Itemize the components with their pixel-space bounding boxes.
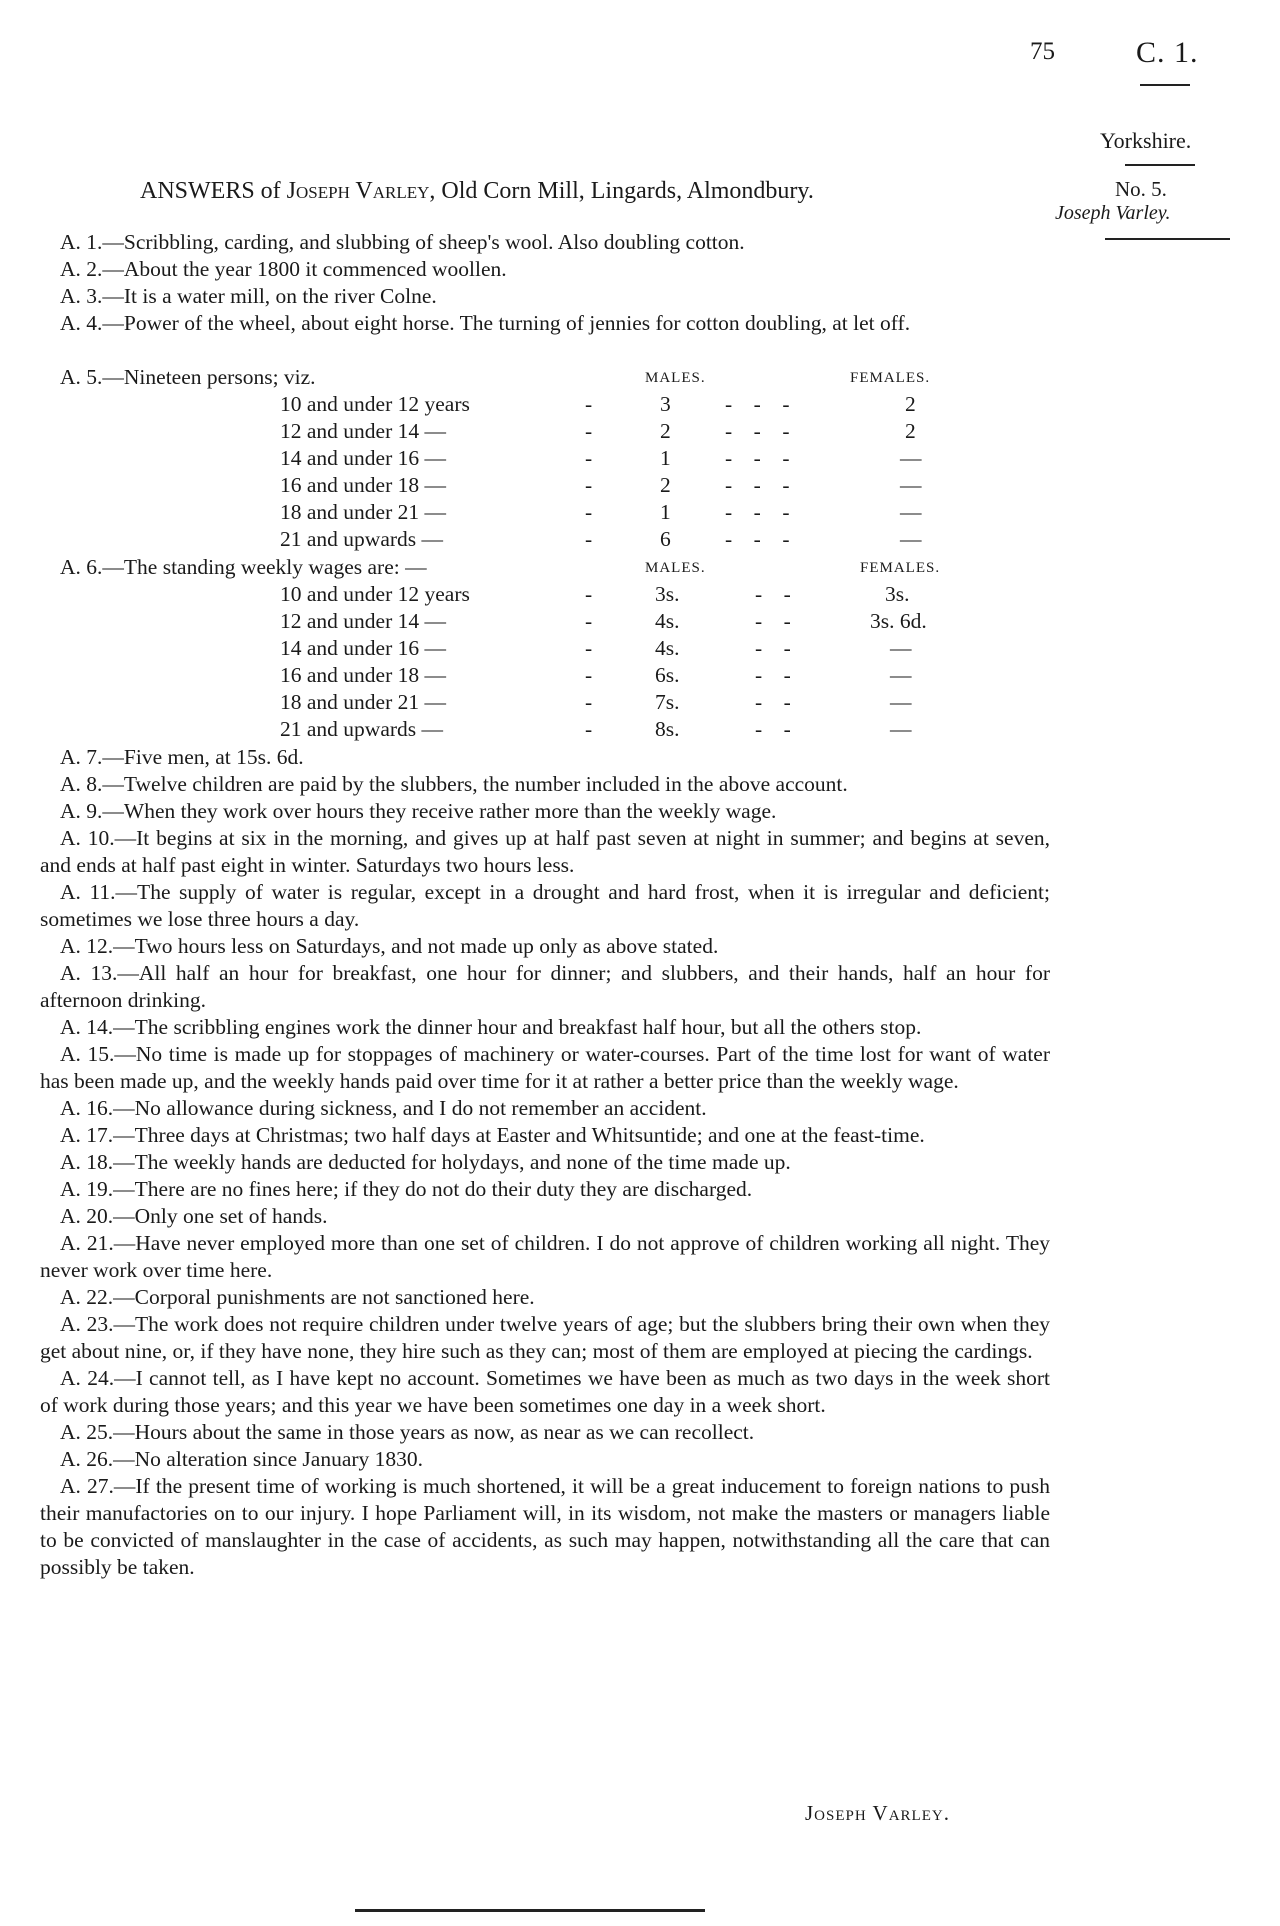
dash-leader: - - [755,582,791,606]
dash-leader: - [585,636,593,660]
answers-top [40,229,1050,337]
answer-paragraph: A. 22.—Corporal punishments are not sanctioned here. [60,1285,535,1309]
males-wage: 4s. [655,636,680,660]
answer-paragraph: A. 26.—No alteration since January 1830. [60,1447,424,1471]
males-wage: 3s. [655,582,680,606]
table-intro: A. 6.—The standing weekly wages are: — [60,555,427,579]
answer-paragraph: A. 16.—No allowance during sickness, and I do not remember an accident. [60,1096,707,1120]
males-wage: 4s. [655,609,680,633]
column-header-males: MALES. [645,370,706,386]
answer-paragraph: A. 27.—If the present time of working is much shortened, it will be a great inducement to foreign nations to push their manufactories on to our injury. I hope Parliament will, in its wisdom, not make the masters or managers liable to be convicted of manslaughter in the case of accidents, as such may happen, notwithstanding all the care that can possibly be taken. [40,1474,1050,1579]
age-range: 21 and upwards — [280,527,444,551]
header-rule [1140,84,1190,86]
answer-paragraph: A. 15.—No time is made up for stoppages of machinery or water-courses. Part of the time lost for want of water has been made up, and the weekly hands paid over time for it at rather a better price than the weekly wage. [40,1042,1050,1093]
dash-leader: - - - [725,446,790,470]
dash-leader: - - [755,609,791,633]
dash-leader: - [585,690,593,714]
heading-prefix: ANSWERS of [140,178,287,204]
dash-leader: - [585,392,593,416]
dash-leader: - - [755,636,791,660]
males-count: 3 [660,392,671,416]
answer-paragraph: A. 21.—Have never employed more than one set of children. I do not approve of children working all night. They never work over time here. [40,1231,1050,1282]
age-range: 16 and under 18 — [280,473,446,497]
females-count: — [900,527,922,551]
males-count: 1 [660,446,671,470]
females-wage: — [890,636,912,660]
age-range: 18 and under 21 — [280,500,446,524]
females-count: — [900,500,922,524]
females-wage: — [890,690,912,714]
column-header-males: MALES. [645,560,706,576]
margin-rule-top [1125,164,1195,166]
males-count: 1 [660,500,671,524]
margin-witness-name: Joseph Varley. [1055,202,1171,224]
dash-leader: - [585,473,593,497]
dash-leader: - - - [725,473,790,497]
column-header-females: FEMALES. [860,560,941,576]
answer-paragraph: A. 10.—It begins at six in the morning, and gives up at half past seven at night in summer; and begins at seven, and ends at half past eight in winter. Saturdays two hours less. [40,826,1050,877]
age-range: 10 and under 12 years [280,392,470,416]
margin-number: No. 5. [1115,177,1167,201]
age-range: 18 and under 21 — [280,690,446,714]
answer-paragraph: A. 4.—Power of the wheel, about eight horse. The turning of jennies for cotton doubling, at let off. [60,311,911,335]
males-count: 6 [660,527,671,551]
females-wage: 3s. 6d. [870,609,927,633]
males-count: 2 [660,473,671,497]
heading-place: , Old Corn Mill, Lingards, Almondbury. [429,178,814,204]
dash-leader: - - [755,717,791,741]
dash-leader: - [585,663,593,687]
answer-paragraph: A. 11.—The supply of water is regular, except in a drought and hard frost, when it is irregular and deficient; sometimes we lose three hours a day. [40,880,1050,931]
margin-rule-bottom [1105,238,1230,240]
dash-leader: - [585,527,593,551]
answer-paragraph: A. 17.—Three days at Christmas; two half days at Easter and Whitsuntide; and one at the feast-time. [60,1123,925,1147]
age-range: 14 and under 16 — [280,636,446,660]
dash-leader: - - - [725,500,790,524]
dash-leader: - - - [725,392,790,416]
age-range: 21 and upwards — [280,717,444,741]
column-header-females: FEMALES. [850,370,931,386]
dash-leader: - - - [725,527,790,551]
answer-paragraph: A. 19.—There are no fines here; if they do not do their duty they are discharged. [60,1177,753,1201]
answer-paragraph: A. 24.—I cannot tell, as I have kept no account. Sometimes we have been as much as two days in the week short of work during those years; and this year we have been sometimes one day in a week short. [40,1366,1050,1417]
end-rule [355,1909,705,1912]
answer-paragraph: A. 3.—It is a water mill, on the river Colne. [60,284,437,308]
males-wage: 8s. [655,717,680,741]
heading-witness-name: Joseph Varley [286,178,430,204]
answer-paragraph: A. 7.—Five men, at 15s. 6d. [60,745,304,769]
answers-bottom [40,744,1050,1581]
dash-leader: - [585,609,593,633]
table-intro: A. 5.—Nineteen persons; viz. [60,365,316,389]
answer-paragraph: A. 12.—Two hours less on Saturdays, and not made up only as above stated. [60,934,719,958]
answer-paragraph: A. 8.—Twelve children are paid by the slubbers, the number included in the above account. [60,772,848,796]
females-wage: 3s. [885,582,910,606]
dash-leader: - [585,446,593,470]
dash-leader: - [585,500,593,524]
answer-paragraph: A. 14.—The scribbling engines work the dinner hour and breakfast half hour, but all the others stop. [60,1015,922,1039]
answer-paragraph: A. 23.—The work does not require children under twelve years of age; but the slubbers bring their own when they get about nine, or, if they have none, they hire such as they can; most of them are employed at piecing the cardings. [40,1312,1050,1363]
answer-paragraph: A. 18.—The weekly hands are deducted for holydays, and none of the time made up. [60,1150,791,1174]
females-count: — [900,446,922,470]
answer-paragraph: A. 9.—When they work over hours they receive rather more than the weekly wage. [60,799,777,823]
females-wage: — [890,717,912,741]
females-count: 2 [905,392,916,416]
page-heading [140,178,814,205]
table-header-row [60,555,1060,582]
dash-leader: - [585,582,593,606]
age-range: 12 and under 14 — [280,609,446,633]
page-number: 75 [1030,38,1055,65]
females-wage: — [890,663,912,687]
age-range: 12 and under 14 — [280,419,446,443]
answer-paragraph: A. 25.—Hours about the same in those years as now, as near as we can recollect. [60,1420,755,1444]
answer-paragraph: A. 2.—About the year 1800 it commenced woollen. [60,257,507,281]
age-range: 14 and under 16 — [280,446,446,470]
answer-paragraph: A. 20.—Only one set of hands. [60,1204,328,1228]
section-reference: C. 1. [1136,36,1199,69]
age-range: 16 and under 18 — [280,663,446,687]
dash-leader: - - [755,663,791,687]
table-header-row [60,365,1060,392]
males-wage: 6s. [655,663,680,687]
dash-leader: - [585,717,593,741]
dash-leader: - - - [725,419,790,443]
age-range: 10 and under 12 years [280,582,470,606]
males-count: 2 [660,419,671,443]
signature: Joseph Varley. [805,1801,950,1825]
answer-paragraph: A. 1.—Scribbling, carding, and slubbing of sheep's wool. Also doubling cotton. [60,230,745,254]
dash-leader: - - [755,690,791,714]
females-count: — [900,473,922,497]
answer-paragraph: A. 13.—All half an hour for breakfast, one hour for dinner; and slubbers, and their hands, half an hour for afternoon drinking. [40,961,1050,1012]
dash-leader: - [585,419,593,443]
females-count: 2 [905,419,916,443]
margin-county: Yorkshire. [1100,128,1192,153]
males-wage: 7s. [655,690,680,714]
